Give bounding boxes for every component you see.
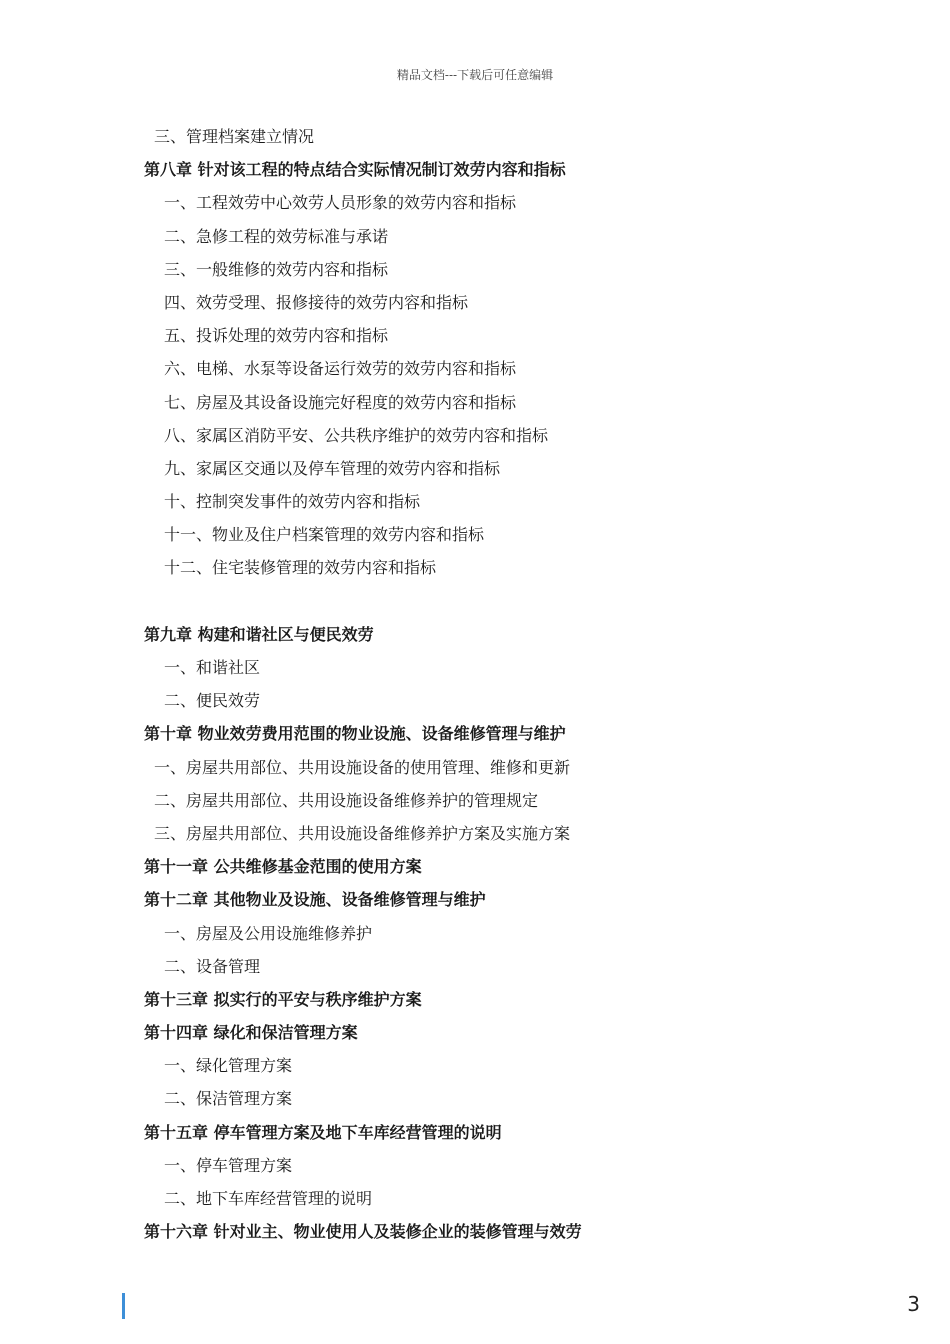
- toc-section-item: 六、电梯、水泵等设备运行效劳的效劳内容和指标: [164, 359, 517, 379]
- toc-section-item: 二、设备管理: [164, 956, 261, 976]
- page-number: 3: [907, 1292, 920, 1316]
- toc-chapter-heading: 第十一章 公共维修基金范围的使用方案: [144, 857, 422, 877]
- toc-section-item: 一、绿化管理方案: [164, 1056, 293, 1076]
- toc-chapter-heading: 第八章 针对该工程的特点结合实际情况制订效劳内容和指标: [144, 160, 566, 180]
- toc-section-item: 八、家属区消防平安、公共秩序维护的效劳内容和指标: [164, 425, 549, 445]
- toc-chapter-heading: 第十三章 拟实行的平安与秩序维护方案: [144, 989, 422, 1009]
- toc-section-item: 四、效劳受理、报修接待的效劳内容和指标: [164, 292, 469, 312]
- toc-section-item: 二、房屋共用部位、共用设施设备维修养护的管理规定: [154, 790, 539, 810]
- toc-section-item: 二、地下车库经营管理的说明: [164, 1189, 373, 1208]
- toc-chapter-heading: 第九章 构建和谐社区与便民效劳: [144, 624, 374, 644]
- toc-section-item: 二、保洁管理方案: [164, 1089, 293, 1109]
- toc-section-item: 十一、物业及住户档案管理的效劳内容和指标: [164, 525, 485, 545]
- toc-chapter-heading: 第十四章 绿化和保洁管理方案: [144, 1023, 358, 1043]
- toc-section-item: 一、工程效劳中心效劳人员形象的效劳内容和指标: [164, 193, 517, 213]
- toc-section-item: 九、家属区交通以及停车管理的效劳内容和指标: [164, 458, 501, 478]
- toc-section-item: 七、房屋及其设备设施完好程度的效劳内容和指标: [164, 392, 517, 412]
- toc-section-item: 三、管理档案建立情况: [154, 127, 315, 146]
- toc-chapter-heading: 第十五章 停车管理方案及地下车库经营管理的说明: [144, 1122, 502, 1142]
- table-of-contents: [144, 120, 844, 1248]
- toc-section-item: 三、一般维修的效劳内容和指标: [164, 259, 389, 279]
- toc-section-item: 十二、住宅装修管理的效劳内容和指标: [164, 558, 437, 578]
- toc-section-item: 三、房屋共用部位、共用设施设备维修养护方案及实施方案: [154, 823, 571, 843]
- toc-chapter-heading: 第十六章 针对业主、物业使用人及装修企业的装修管理与效劳: [144, 1222, 582, 1242]
- toc-section-item: 五、投诉处理的效劳内容和指标: [164, 326, 389, 346]
- toc-chapter-heading: 第十章 物业效劳费用范围的物业设施、设备维修管理与维护: [144, 724, 566, 744]
- footer-accent-bar: [122, 1293, 125, 1319]
- toc-spacer: [144, 585, 844, 618]
- toc-section-item: 一、和谐社区: [164, 658, 261, 677]
- toc-chapter-heading: 第十二章 其他物业及设施、设备维修管理与维护: [144, 890, 486, 910]
- toc-section-item: 一、房屋及公用设施维修养护: [164, 923, 373, 943]
- toc-section-item: 一、停车管理方案: [164, 1155, 293, 1175]
- toc-section-item: 十、控制突发事件的效劳内容和指标: [164, 492, 421, 512]
- toc-section-item: 一、房屋共用部位、共用设施设备的使用管理、维修和更新: [154, 757, 571, 777]
- toc-section-item: 二、急修工程的效劳标准与承诺: [164, 226, 389, 246]
- toc-section-item: 二、便民效劳: [164, 691, 261, 711]
- page-header: 精品文档---下载后可任意编辑: [396, 68, 554, 82]
